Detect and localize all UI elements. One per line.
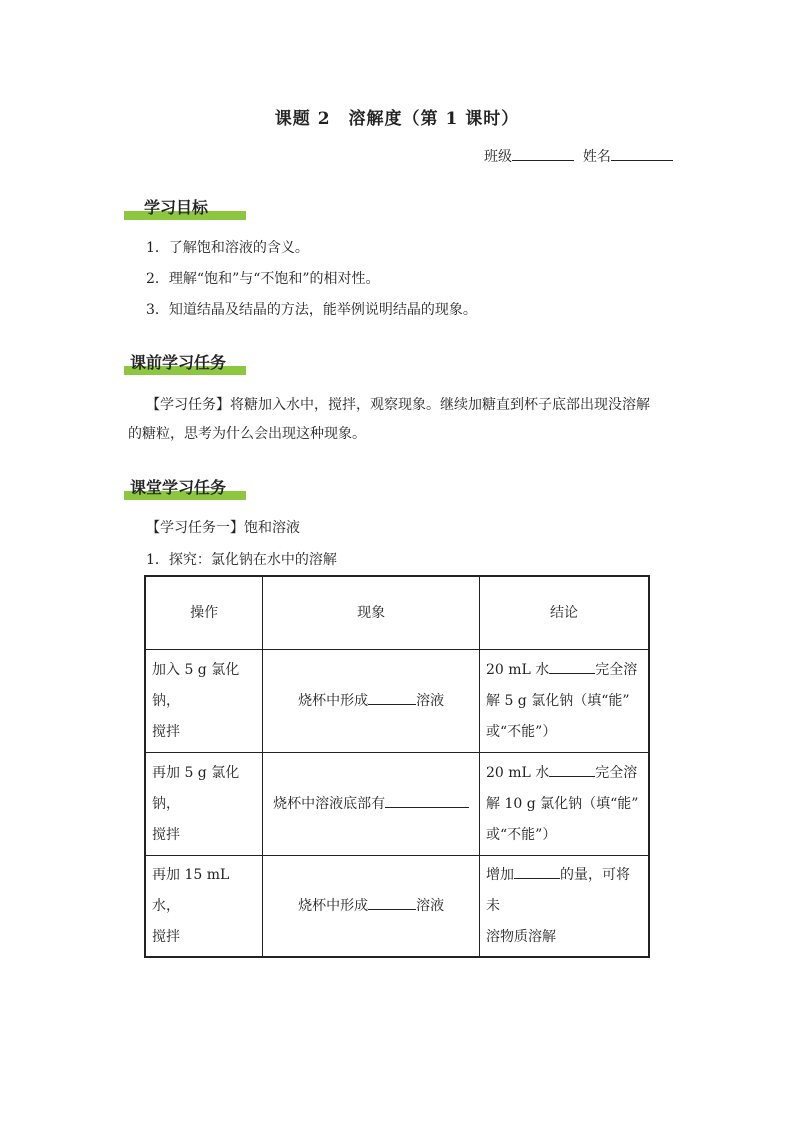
concl-text: 完全溶 [595,661,638,678]
op-cell [145,753,263,856]
goal-item: 2．理解“饱和”与“不饱和”的相对性。 [146,271,380,287]
name-label: 姓名 [582,149,611,165]
fill-blank[interactable] [368,690,416,705]
section-title: 学习目标 [144,198,209,217]
op-text: 再加 5 g 氯化钠， [152,764,240,812]
experiment-table [144,575,650,958]
concl-text: 的量，可将未 [486,866,630,914]
phen-text: 烧杯中形成 [298,897,369,914]
op-text: 搅拌 [152,826,180,843]
concl-text: 或“不能”） [486,723,557,740]
header-cell: 现象 [263,576,480,650]
fill-blank[interactable] [368,895,416,910]
concl-text: 或“不能”） [486,826,557,843]
fill-blank[interactable] [514,864,560,879]
op-cell [145,650,263,753]
pre-task-text: 【学习任务】将糖加入水中，搅拌，观察现象。继续加糖直到杯子底部出现没溶解的糖粒，思考为什么会出现这种现象。 [128,397,650,442]
concl-text: 解 10 g 氯化钠（填“能” [486,795,639,812]
op-cell [145,856,263,958]
op-text: 加入 5 g 氯化钠， [152,661,240,709]
class-blank[interactable] [512,146,574,161]
conclusion-cell [480,650,650,753]
op-text: 搅拌 [152,723,180,740]
table-row [145,856,649,958]
phen-text: 溶液 [416,692,445,709]
op-text: 再加 15 mL 水， [152,866,230,914]
phen-text: 溶液 [416,897,445,914]
phenomenon-cell [263,650,480,753]
fill-blank[interactable] [549,659,595,674]
concl-text: 20 mL 水 [486,764,550,781]
phenomenon-cell [263,753,480,856]
fill-blank[interactable] [385,793,469,808]
concl-text: 完全溶 [595,764,638,781]
page-title: 课题 2 溶解度（第 1 课时） [274,109,520,129]
name-blank[interactable] [611,146,673,161]
header-cell: 结论 [480,576,650,650]
concl-text: 溶物质溶解 [486,928,556,945]
concl-text: 20 mL 水 [486,661,550,678]
section-title: 课前学习任务 [130,353,227,372]
table-header-row [145,576,649,650]
section-title: 课堂学习任务 [130,478,227,497]
op-text: 搅拌 [152,928,180,945]
explore-label: 1．探究：氯化钠在水中的溶解 [146,552,337,568]
phen-text: 烧杯中溶液底部有 [273,795,386,812]
conclusion-cell [480,856,650,958]
phenomenon-cell [263,856,480,958]
conclusion-cell [480,753,650,856]
class-name-line [484,146,673,166]
phen-text: 烧杯中形成 [298,692,369,709]
task1-label: 【学习任务一】饱和溶液 [146,520,300,536]
fill-blank[interactable] [549,762,595,777]
concl-text: 解 5 g 氯化钠（填“能” [486,692,630,709]
goal-item: 1．了解饱和溶液的含义。 [146,240,309,256]
class-label: 班级 [484,149,512,165]
goal-item: 3．知道结晶及结晶的方法，能举例说明结晶的现象。 [146,302,477,318]
concl-text: 增加 [486,866,514,883]
header-cell: 操作 [145,576,263,650]
table-row [145,753,649,856]
table-row [145,650,649,753]
